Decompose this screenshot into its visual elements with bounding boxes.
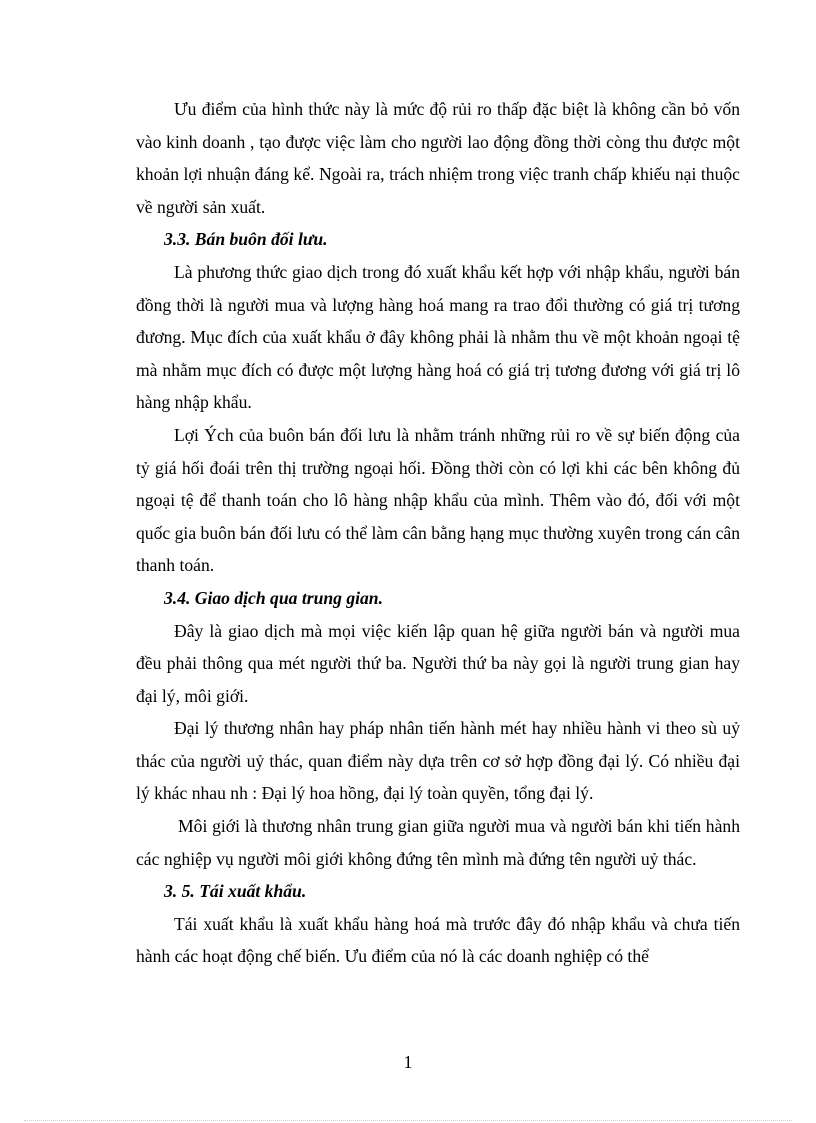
paragraph: Môi giới là thương nhân trung gian giữa người mua và người bán khi tiến hành các nghiệp vụ người môi giới không đứng tên mình mà đứng tên người uỷ thác.: [136, 816, 740, 869]
paragraph: Đại lý thương nhân hay pháp nhân tiến hành mét hay nhiều hành vi theo sù uỷ thác của người uỷ thác, quan điểm này dựa trên cơ sở hợp đồng đại lý. Có nhiều đại lý khác nhau nh : Đại lý hoa hồng, đại lý toàn quyền, tổng đại lý.: [136, 718, 740, 804]
section-heading-3-4: 3.4. Giao dịch qua trung gian.: [164, 587, 383, 608]
page-body: [136, 93, 740, 973]
paragraph: Lợi Ých của buôn bán đối lưu là nhằm tránh những rủi ro về sự biến động của tỷ giá hối đoái trên thị trường ngoại hối. Đồng thời còn có lợi khi các bên không đủ ngoại tệ để thanh toán cho lô hàng nhập khẩu của mình. Thêm vào đó, đối với một quốc gia buôn bán đối lưu có thể làm cân bằng hạng mục thường xuyên trong cán cân thanh toán.: [136, 424, 740, 576]
paragraph: Là phương thức giao dịch trong đó xuất khẩu kết hợp với nhập khẩu, người bán đồng thời là người mua và lượng hàng hoá mang ra trao đổi thường có giá trị tương đương. Mục đích của xuất khẩu ở đây không phải là nhằm thu về một khoản ngoại tệ mà nhằm mục đích có được một lượng hàng hoá có giá trị tương đương với giá trị lô hàng nhập khẩu.: [136, 261, 740, 413]
page-number: 1: [403, 1052, 413, 1072]
paragraph: Tái xuất khẩu là xuất khẩu hàng hoá mà trước đây đó nhập khẩu và chưa tiến hành các hoạt động chế biến. Ưu điểm của nó là các doanh nghiệp có thể: [136, 913, 740, 967]
paragraph: Ưu điểm của hình thức này là mức độ rủi ro thấp đặc biệt là không cần bỏ vốn vào kinh doanh , tạo được việc làm cho người lao động đồng thời còng thu được một khoản lợi nhuận đáng kể. Ngoài ra, trách nhiệm trong việc tranh chấp khiếu nại thuộc về người sản xuất.: [136, 99, 740, 217]
section-heading-3-3: 3.3. Bán buôn đối lưu.: [164, 229, 328, 250]
section-heading-3-5: 3. 5. Tái xuất khẩu.: [164, 881, 307, 902]
paragraph: Đây là giao dịch mà mọi việc kiến lập quan hệ giữa người bán và người mua đều phải thông qua mét người thứ ba. Người thứ ba này gọi là người trung gian hay đại lý, môi giới.: [136, 620, 740, 706]
page-bottom-divider: [24, 1120, 792, 1121]
